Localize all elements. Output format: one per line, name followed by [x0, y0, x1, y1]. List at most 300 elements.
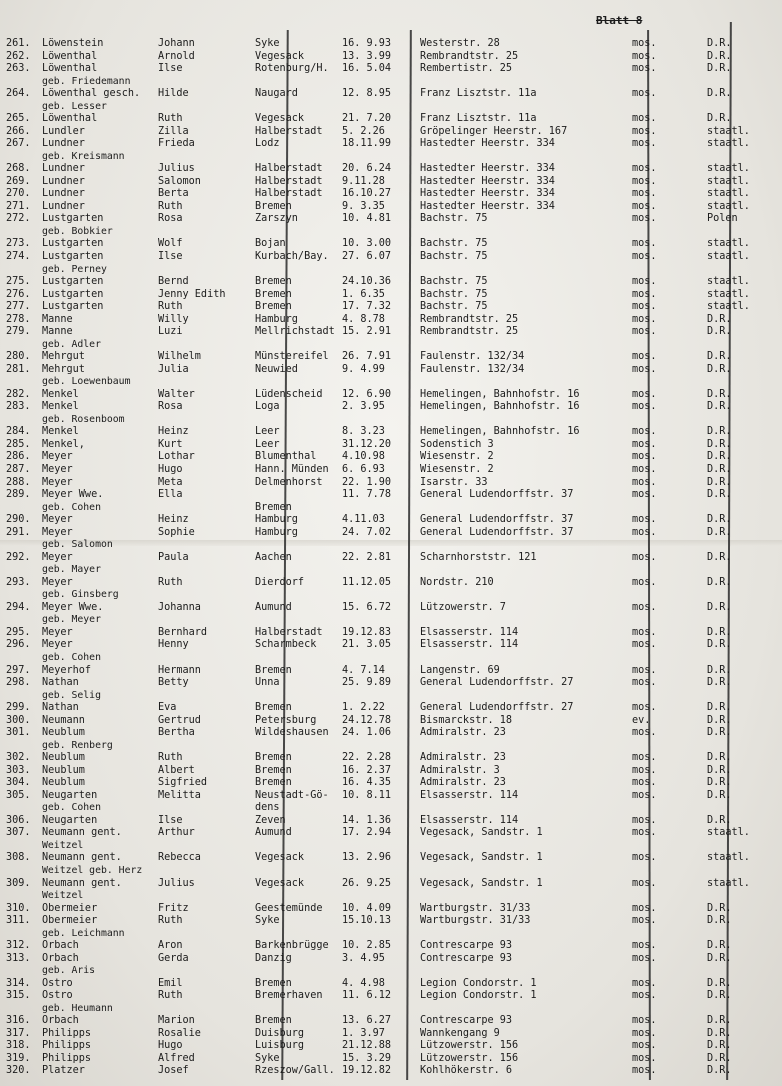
birthplace: Halberstadt — [255, 163, 323, 175]
maiden-name: geb. Cohen — [42, 501, 101, 513]
register-entry — [0, 113, 782, 124]
birth-date: 4. 7.14 — [342, 664, 385, 676]
surname: Löwenstein — [42, 38, 104, 49]
religion: mos. — [632, 1040, 657, 1052]
religion: mos. — [632, 915, 657, 927]
nationality: D.R. — [707, 464, 732, 476]
address: General Ludendorffstr. 37 — [420, 514, 574, 526]
nationality: staatl. — [707, 163, 750, 175]
nationality: D.R. — [707, 476, 732, 488]
nationality: D.R. — [707, 764, 732, 776]
register-entry — [0, 915, 782, 926]
address: Legion Condorstr. 1 — [420, 977, 537, 989]
birth-date: 22. 2.28 — [342, 752, 392, 764]
entry-number: 283. — [6, 401, 31, 413]
entry-number: 315. — [6, 990, 31, 1002]
surname: Orbach — [42, 940, 79, 952]
birthplace: Unna — [255, 677, 280, 689]
birth-date: 13. 3.99 — [342, 50, 392, 62]
register-entry — [0, 163, 782, 174]
maiden-name-line — [0, 890, 782, 901]
address: Vegesack, Sandstr. 1 — [420, 852, 543, 864]
religion: mos. — [632, 952, 657, 964]
entry-number: 303. — [6, 764, 31, 776]
register-entry — [0, 289, 782, 300]
nationality: D.R. — [707, 50, 732, 62]
entry-number: 261. — [6, 38, 31, 49]
surname: Meyer Wwe. — [42, 489, 104, 501]
address: Vegesack, Sandstr. 1 — [420, 827, 543, 839]
surname: Menkel — [42, 401, 79, 413]
nationality: D.R. — [707, 1027, 732, 1039]
register-entry — [0, 314, 782, 325]
first-name: Jenny Edith — [158, 288, 226, 300]
birth-date: 18.11.99 — [342, 138, 392, 150]
birth-date: 11. 7.78 — [342, 489, 392, 501]
birthplace: Dierdorf — [255, 576, 305, 588]
maiden-name-line — [0, 539, 782, 550]
maiden-name: geb. Salomon — [42, 539, 113, 551]
address: Wartburgstr. 31/33 — [420, 915, 531, 927]
address: Legion Condorstr. 1 — [420, 990, 537, 1002]
address: Rembrandtstr. 25 — [420, 50, 519, 62]
birthplace: Vegesack — [255, 113, 305, 125]
register-entry — [0, 1028, 782, 1039]
birth-date: 16. 4.35 — [342, 777, 392, 789]
entry-number: 298. — [6, 677, 31, 689]
religion: ev. — [632, 714, 651, 726]
nationality: D.R. — [707, 990, 732, 1002]
nationality: staatl. — [707, 276, 750, 288]
religion: mos. — [632, 113, 657, 125]
birthplace: Aachen — [255, 551, 292, 563]
first-name: Rosalie — [158, 1027, 201, 1039]
birth-date: 12. 8.95 — [342, 88, 392, 100]
religion: mos. — [632, 576, 657, 588]
surname: Mehrgut — [42, 351, 85, 363]
birthplace: Halberstadt — [255, 175, 323, 187]
entry-number: 299. — [6, 702, 31, 714]
entry-number: 319. — [6, 1052, 31, 1064]
religion: mos. — [632, 664, 657, 676]
surname: Menkel — [42, 388, 79, 400]
surname: Löwenthal — [42, 50, 98, 62]
birthplace: Syke — [255, 915, 280, 927]
entry-number: 277. — [6, 301, 31, 313]
religion: mos. — [632, 940, 657, 952]
birth-date: 15. 2.91 — [342, 326, 392, 338]
entry-number: 262. — [6, 50, 31, 62]
birth-date: 11.12.05 — [342, 576, 392, 588]
surname: Manne — [42, 313, 73, 325]
surname: Nathan — [42, 702, 79, 714]
surname: Ostro — [42, 977, 73, 989]
address: Bachstr. 75 — [420, 288, 488, 300]
surname: Meyer — [42, 626, 73, 638]
surname: Lustgarten — [42, 276, 104, 288]
birth-date: 19.12.82 — [342, 1065, 392, 1077]
birth-date: 26. 9.25 — [342, 877, 392, 889]
religion: mos. — [632, 213, 657, 225]
first-name: Heinz — [158, 426, 189, 438]
address: Isarstr. 33 — [420, 476, 488, 488]
address: Westerstr. 28 — [420, 38, 500, 49]
register-entry — [0, 351, 782, 362]
entry-number: 282. — [6, 388, 31, 400]
surname: Meyer — [42, 476, 73, 488]
maiden-name: geb. Mayer — [42, 564, 101, 576]
birth-date: 16. 9.93 — [342, 38, 392, 49]
register-entry — [0, 426, 782, 437]
surname: Lundner — [42, 188, 85, 200]
first-name: Hermann — [158, 664, 201, 676]
birthplace: Naugard — [255, 88, 298, 100]
entry-number: 300. — [6, 714, 31, 726]
maiden-name: Weitzel — [42, 839, 84, 851]
register-entry — [0, 552, 782, 563]
first-name: Ilse — [158, 814, 183, 826]
religion: mos. — [632, 677, 657, 689]
religion: mos. — [632, 1027, 657, 1039]
nationality: D.R. — [707, 601, 732, 613]
register-entry — [0, 514, 782, 525]
religion: mos. — [632, 401, 657, 413]
nationality: staatl. — [707, 175, 750, 187]
first-name: Salomon — [158, 175, 201, 187]
entry-number: 280. — [6, 351, 31, 363]
surname: Orbach — [42, 1015, 79, 1027]
first-name: Walter — [158, 388, 195, 400]
address: Wartburgstr. 31/33 — [420, 902, 531, 914]
entry-number: 295. — [6, 626, 31, 638]
address: Rembrandtstr. 25 — [420, 326, 519, 338]
first-name: Josef — [158, 1065, 189, 1077]
surname: Lundner — [42, 138, 85, 150]
nationality: D.R. — [707, 576, 732, 588]
maiden-name: geb. Perney — [42, 263, 107, 275]
entry-number: 265. — [6, 113, 31, 125]
birth-date: 31.12.20 — [342, 438, 392, 450]
birth-date: 21. 3.05 — [342, 639, 392, 651]
birth-date: 4.10.98 — [342, 451, 385, 463]
surname: Lundner — [42, 200, 85, 212]
surname: Platzer — [42, 1065, 85, 1077]
surname: Lustgarten — [42, 251, 104, 262]
birth-date: 10. 3.00 — [342, 238, 392, 250]
religion: mos. — [632, 1065, 657, 1077]
nationality: D.R. — [707, 777, 732, 789]
birth-date: 21. 7.20 — [342, 113, 392, 125]
first-name: Ruth — [158, 990, 183, 1002]
register-entry — [0, 188, 782, 199]
religion: mos. — [632, 326, 657, 338]
religion: mos. — [632, 727, 657, 739]
first-name: Rebecca — [158, 852, 201, 864]
address: General Ludendorffstr. 37 — [420, 526, 574, 538]
religion: mos. — [632, 902, 657, 914]
birthplace: Mellrichstadt — [255, 326, 335, 338]
address: Faulenstr. 132/34 — [420, 363, 525, 375]
birthplace: Barkenbrügge — [255, 940, 329, 952]
birthplace: Hamburg — [255, 313, 298, 325]
nationality: D.R. — [707, 1040, 732, 1052]
religion: mos. — [632, 238, 657, 250]
register-entry — [0, 677, 782, 688]
register-entry — [0, 602, 782, 613]
address: Lützowerstr. 156 — [420, 1040, 519, 1052]
birth-date: 2. 3.95 — [342, 401, 385, 413]
first-name: Wilhelm — [158, 351, 201, 363]
entry-number: 311. — [6, 915, 31, 927]
birthplace: Bremen — [255, 777, 292, 789]
birthplace: Bremen — [255, 764, 292, 776]
birth-date: 17. 7.32 — [342, 301, 392, 313]
entry-number: 291. — [6, 526, 31, 538]
register-entry — [0, 88, 782, 99]
birthplace: Vegesack — [255, 50, 305, 62]
address: Nordstr. 210 — [420, 576, 494, 588]
surname: Nathan — [42, 677, 79, 689]
register-entry — [0, 213, 782, 224]
first-name: Sigfried — [158, 777, 208, 789]
religion: mos. — [632, 63, 657, 75]
religion: mos. — [632, 351, 657, 363]
nationality: D.R. — [707, 388, 732, 400]
page-mark: Blatt 8 — [596, 14, 643, 27]
entry-number: 307. — [6, 827, 31, 839]
entry-number: 308. — [6, 852, 31, 864]
register-entry — [0, 1040, 782, 1051]
first-name: Sophie — [158, 526, 195, 538]
nationality: D.R. — [707, 664, 732, 676]
maiden-name: geb. Friedemann — [42, 75, 131, 87]
birth-date: 9.11.28 — [342, 175, 385, 187]
surname: Löwenthal gesch. — [42, 88, 141, 100]
surname: Löwenthal — [42, 113, 98, 125]
birthplace: Bremerhaven — [255, 990, 323, 1002]
first-name: Julius — [158, 163, 195, 175]
birthplace: Zeven — [255, 814, 286, 826]
register-entry — [0, 238, 782, 249]
address: Sodenstich 3 — [420, 438, 494, 450]
maiden-name-line — [0, 928, 782, 939]
religion: mos. — [632, 426, 657, 438]
entry-number: 272. — [6, 213, 31, 225]
maiden-name: geb. Lesser — [42, 100, 107, 112]
surname: Meyerhof — [42, 664, 92, 676]
birthplace: Lodz — [255, 138, 280, 150]
address: Hastedter Heerstr. 334 — [420, 200, 555, 212]
entry-number: 276. — [6, 288, 31, 300]
birthplace: Rzeszow/Gall. — [255, 1065, 335, 1077]
register-entry — [0, 1065, 782, 1076]
register-entry — [0, 990, 782, 1001]
religion: mos. — [632, 175, 657, 187]
birthplace: Aumund — [255, 601, 292, 613]
birth-date: 16. 5.04 — [342, 63, 392, 75]
first-name: Melitta — [158, 789, 201, 801]
birthplace: Halberstadt — [255, 188, 323, 200]
first-name: Gertrud — [158, 714, 201, 726]
address: Bachstr. 75 — [420, 251, 488, 262]
nationality: staatl. — [707, 877, 750, 889]
birthplace: Bremen — [255, 501, 292, 513]
birth-date: 10. 2.85 — [342, 940, 392, 952]
birthplace: Vegesack — [255, 877, 305, 889]
first-name: Julius — [158, 877, 195, 889]
address: Rembertistr. 25 — [420, 63, 513, 75]
religion: mos. — [632, 125, 657, 137]
maiden-name-line — [0, 502, 782, 513]
entry-number: 293. — [6, 576, 31, 588]
religion: mos. — [632, 814, 657, 826]
birthplace: Zarszyn — [255, 213, 298, 225]
entry-number: 314. — [6, 977, 31, 989]
register-entry — [0, 326, 782, 337]
maiden-name-line — [0, 802, 782, 813]
birth-date: 24.12.78 — [342, 714, 392, 726]
address: Hemelingen, Bahnhofstr. 16 — [420, 401, 580, 413]
surname: Meyer — [42, 551, 73, 563]
maiden-name-line — [0, 414, 782, 425]
entry-number: 273. — [6, 238, 31, 250]
register-entry — [0, 815, 782, 826]
register-entry — [0, 464, 782, 475]
birthplace: Petersburg — [255, 714, 317, 726]
nationality: D.R. — [707, 451, 732, 463]
first-name: Hugo — [158, 464, 183, 476]
first-name: Arthur — [158, 827, 195, 839]
entry-number: 267. — [6, 138, 31, 150]
nationality: D.R. — [707, 1065, 732, 1077]
birth-date: 1. 2.22 — [342, 702, 385, 714]
nationality: D.R. — [707, 977, 732, 989]
address: Kohlhökerstr. 6 — [420, 1065, 513, 1077]
address: Elsasserstr. 114 — [420, 814, 519, 826]
address: Hemelingen, Bahnhofstr. 16 — [420, 388, 580, 400]
first-name: Ilse — [158, 63, 183, 75]
birthplace: Geestemünde — [255, 902, 323, 914]
first-name: Meta — [158, 476, 183, 488]
birthplace: Syke — [255, 1052, 280, 1064]
entry-number: 312. — [6, 940, 31, 952]
register-entry — [0, 639, 782, 650]
birthplace: Hamburg — [255, 514, 298, 526]
maiden-name: geb. Cohen — [42, 802, 101, 814]
entry-number: 269. — [6, 175, 31, 187]
birth-date: 3. 4.95 — [342, 952, 385, 964]
religion: mos. — [632, 50, 657, 62]
maiden-name-line — [0, 1003, 782, 1014]
nationality: staatl. — [707, 852, 750, 864]
address: Admiralstr. 23 — [420, 752, 506, 764]
maiden-name-line — [0, 840, 782, 851]
address: Hemelingen, Bahnhofstr. 16 — [420, 426, 580, 438]
first-name: Ruth — [158, 915, 183, 927]
entry-number: 274. — [6, 251, 31, 262]
nationality: staatl. — [707, 125, 750, 137]
nationality: D.R. — [707, 1052, 732, 1064]
nationality: D.R. — [707, 401, 732, 413]
surname: Lustgarten — [42, 238, 104, 250]
nationality: staatl. — [707, 200, 750, 212]
birthplace: dens — [255, 802, 280, 814]
birth-date: 25. 9.89 — [342, 677, 392, 689]
nationality: D.R. — [707, 526, 732, 538]
maiden-name-line — [0, 614, 782, 625]
birth-date: 4. 8.78 — [342, 313, 385, 325]
maiden-name-line — [0, 151, 782, 162]
maiden-name: Weitzel — [42, 890, 84, 902]
surname: Mehrgut — [42, 363, 85, 375]
birth-date: 12. 6.90 — [342, 388, 392, 400]
register-entry — [0, 451, 782, 462]
nationality: D.R. — [707, 940, 732, 952]
surname: Meyer — [42, 464, 73, 476]
nationality: staatl. — [707, 251, 750, 262]
first-name: Ilse — [158, 251, 183, 262]
register-entry — [0, 903, 782, 914]
birth-date: 10. 4.09 — [342, 902, 392, 914]
birthplace: Neuwied — [255, 363, 298, 375]
first-name: Zilla — [158, 125, 189, 137]
register-entry — [0, 777, 782, 788]
nationality: D.R. — [707, 702, 732, 714]
nationality: D.R. — [707, 752, 732, 764]
religion: mos. — [632, 163, 657, 175]
religion: mos. — [632, 626, 657, 638]
register-entry — [0, 176, 782, 187]
address: Wiesenstr. 2 — [420, 464, 494, 476]
birthplace: Delmenhorst — [255, 476, 323, 488]
entry-number: 288. — [6, 476, 31, 488]
entry-number: 266. — [6, 125, 31, 137]
maiden-name: geb. Rosenboom — [42, 413, 125, 425]
surname: Meyer — [42, 639, 73, 651]
register-entry — [0, 477, 782, 488]
entry-number: 310. — [6, 902, 31, 914]
birthplace: Danzig — [255, 952, 292, 964]
register-entry — [0, 627, 782, 638]
maiden-name: geb. Bobkier — [42, 225, 113, 237]
nationality: D.R. — [707, 626, 732, 638]
surname: Orbach — [42, 952, 79, 964]
religion: mos. — [632, 1052, 657, 1064]
address: Elsasserstr. 114 — [420, 789, 519, 801]
birthplace: Münstereifel — [255, 351, 329, 363]
entry-number: 320. — [6, 1065, 31, 1077]
birthplace: Bremen — [255, 288, 292, 300]
surname: Meyer — [42, 451, 73, 463]
birth-date: 10. 4.81 — [342, 213, 392, 225]
register-entry — [0, 953, 782, 964]
surname: Neublum — [42, 727, 85, 739]
birth-date: 16. 2.37 — [342, 764, 392, 776]
nationality: D.R. — [707, 814, 732, 826]
birth-date: 20. 6.24 — [342, 163, 392, 175]
first-name: Berta — [158, 188, 189, 200]
birth-date: 8. 3.23 — [342, 426, 385, 438]
birthplace: Wildeshausen — [255, 727, 329, 739]
nationality: staatl. — [707, 288, 750, 300]
birth-date: 19.12.83 — [342, 626, 392, 638]
nationality: D.R. — [707, 551, 732, 563]
surname: Lustgarten — [42, 301, 104, 313]
entry-number: 268. — [6, 163, 31, 175]
nationality: staatl. — [707, 238, 750, 250]
birth-date: 10. 8.11 — [342, 789, 392, 801]
birth-date: 6. 6.93 — [342, 464, 385, 476]
